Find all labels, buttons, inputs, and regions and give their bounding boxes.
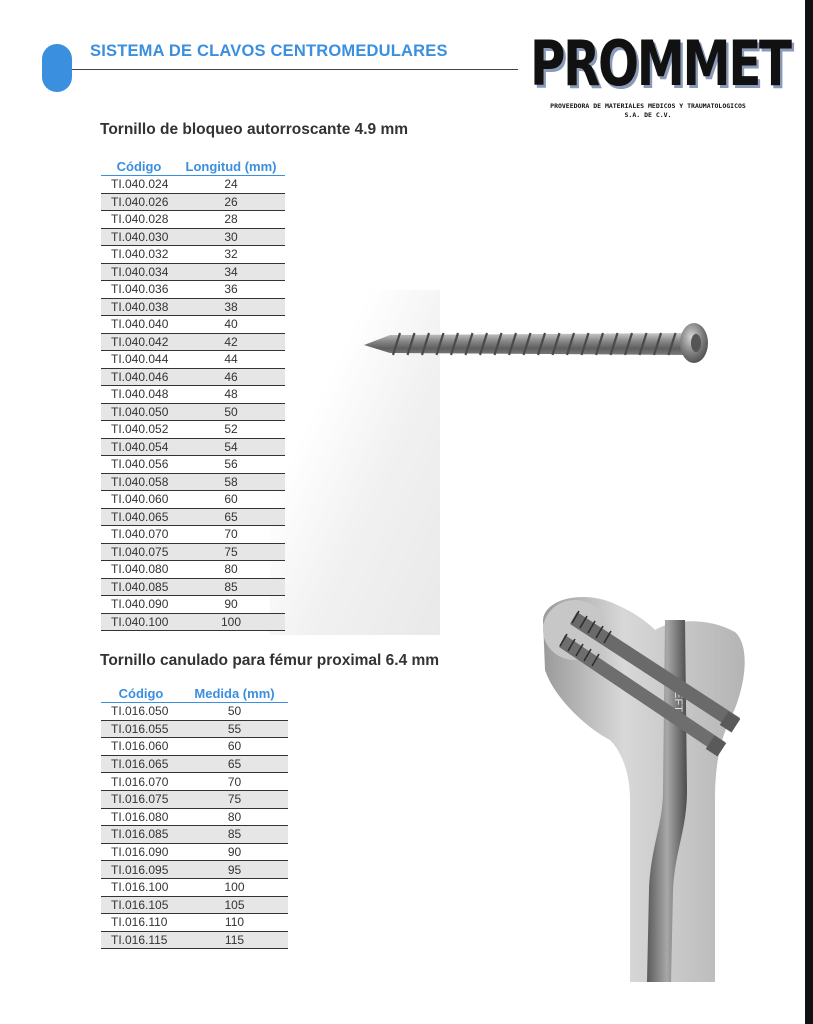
product-code: TI.016.055 (101, 720, 181, 738)
xray-side-marking: LEFT (672, 685, 684, 712)
product-code: TI.016.095 (101, 861, 181, 879)
product-code: TI.040.032 (101, 246, 177, 264)
product-size: 75 (177, 543, 285, 561)
product-code: TI.016.080 (101, 808, 181, 826)
product-size: 70 (177, 526, 285, 544)
table-row (101, 421, 285, 439)
product-code: TI.040.026 (101, 193, 177, 211)
table-row (101, 613, 285, 631)
product-code: TI.016.090 (101, 843, 181, 861)
product-code: TI.040.100 (101, 613, 177, 631)
product-size: 60 (181, 738, 288, 756)
product-size: 85 (177, 578, 285, 596)
product-code: TI.016.085 (101, 826, 181, 844)
table-row (101, 703, 288, 721)
product-code: TI.040.042 (101, 333, 177, 351)
product-code: TI.040.065 (101, 508, 177, 526)
product-code: TI.040.090 (101, 596, 177, 614)
product-size: 50 (181, 703, 288, 721)
table-row (101, 773, 288, 791)
section2-title: Tornillo canulado para fémur proximal 6.4 mm (100, 652, 440, 669)
product-code: TI.040.085 (101, 578, 177, 596)
product-size: 70 (181, 773, 288, 791)
product-size: 32 (177, 246, 285, 264)
table-row (101, 211, 285, 229)
table-row (101, 878, 288, 896)
product-code: TI.016.110 (101, 914, 181, 932)
product-size: 80 (177, 561, 285, 579)
product-code: TI.016.060 (101, 738, 181, 756)
table-row (101, 543, 285, 561)
product-size: 58 (177, 473, 285, 491)
product-size: 56 (177, 456, 285, 474)
product-code: TI.040.070 (101, 526, 177, 544)
product-code: TI.040.024 (101, 176, 177, 194)
product-size: 34 (177, 263, 285, 281)
product-code: TI.016.105 (101, 896, 181, 914)
product-code: TI.040.046 (101, 368, 177, 386)
table-row (101, 368, 285, 386)
header-accent-pill (42, 44, 72, 92)
table-row (101, 843, 288, 861)
product-size: 30 (177, 228, 285, 246)
page-title: SISTEMA DE CLAVOS CENTROMEDULARES (90, 42, 448, 60)
table-row (101, 228, 285, 246)
table-row (101, 738, 288, 756)
table-row (101, 298, 285, 316)
product-size: 90 (177, 596, 285, 614)
table-row (101, 438, 285, 456)
product-code: TI.016.065 (101, 755, 181, 773)
product-size: 90 (181, 843, 288, 861)
table-row (101, 333, 285, 351)
product-size: 75 (181, 790, 288, 808)
table-row (101, 914, 288, 932)
table-row (101, 526, 285, 544)
table-row (101, 263, 285, 281)
product-size: 50 (177, 403, 285, 421)
product-size: 54 (177, 438, 285, 456)
table-row (101, 473, 285, 491)
product-code: TI.016.115 (101, 931, 181, 949)
product-size: 24 (177, 176, 285, 194)
product-code: TI.040.038 (101, 298, 177, 316)
product-size: 48 (177, 386, 285, 404)
product-size: 80 (181, 808, 288, 826)
product-size: 38 (177, 298, 285, 316)
product-size: 100 (177, 613, 285, 631)
product-size: 36 (177, 281, 285, 299)
brand-tagline-line1: PROVEEDORA DE MATERIALES MEDICOS Y TRAUMATOLOGICOS (550, 102, 746, 110)
product-code: TI.016.100 (101, 878, 181, 896)
product-size: 65 (177, 508, 285, 526)
product-size: 46 (177, 368, 285, 386)
product-code: TI.040.080 (101, 561, 177, 579)
product-code: TI.040.030 (101, 228, 177, 246)
product-size: 55 (181, 720, 288, 738)
table-row (101, 896, 288, 914)
table-row (101, 826, 288, 844)
column-header-size: Medida (mm) (181, 686, 288, 703)
brand-tagline-line2: S.A. DE C.V. (624, 111, 672, 119)
table-row (101, 176, 285, 194)
product-size: 115 (181, 931, 288, 949)
table-row (101, 596, 285, 614)
table-row (101, 561, 285, 579)
table-row (101, 508, 285, 526)
product-size: 40 (177, 316, 285, 334)
product-code: TI.040.036 (101, 281, 177, 299)
column-header-code: Código (101, 159, 177, 176)
product-code: TI.040.054 (101, 438, 177, 456)
product-size: 110 (181, 914, 288, 932)
cannulated-screw-table (101, 686, 288, 949)
table-row (101, 403, 285, 421)
table-row (101, 720, 288, 738)
product-size: 100 (181, 878, 288, 896)
brand-name: PROMMET (530, 27, 790, 100)
table-row (101, 246, 285, 264)
product-size: 28 (177, 211, 285, 229)
product-code: TI.040.050 (101, 403, 177, 421)
product-size: 65 (181, 755, 288, 773)
table-row (101, 351, 285, 369)
product-code: TI.040.056 (101, 456, 177, 474)
prommet-logo (530, 27, 790, 120)
table-row (101, 578, 285, 596)
product-code: TI.040.060 (101, 491, 177, 509)
product-code: TI.040.052 (101, 421, 177, 439)
column-header-length: Longitud (mm) (177, 159, 285, 176)
product-code: TI.040.048 (101, 386, 177, 404)
page-edge (805, 0, 813, 1024)
table-row (101, 931, 288, 949)
product-code: TI.040.044 (101, 351, 177, 369)
product-code: TI.016.050 (101, 703, 181, 721)
product-code: TI.040.075 (101, 543, 177, 561)
table-row (101, 808, 288, 826)
table-row (101, 861, 288, 879)
table-row (101, 193, 285, 211)
product-code: TI.040.034 (101, 263, 177, 281)
product-code: TI.040.028 (101, 211, 177, 229)
product-size: 52 (177, 421, 285, 439)
product-size: 105 (181, 896, 288, 914)
product-size: 95 (181, 861, 288, 879)
product-size: 60 (177, 491, 285, 509)
column-header-code: Código (101, 686, 181, 703)
product-size: 85 (181, 826, 288, 844)
product-code: TI.040.040 (101, 316, 177, 334)
product-size: 44 (177, 351, 285, 369)
brand-tagline (538, 102, 758, 120)
table-row (101, 790, 288, 808)
table-row (101, 755, 288, 773)
product-code: TI.040.058 (101, 473, 177, 491)
product-size: 26 (177, 193, 285, 211)
section1-title: Tornillo de bloqueo autorroscante 4.9 mm (100, 121, 409, 138)
locking-screw-image (360, 318, 712, 366)
table-row (101, 386, 285, 404)
locking-screw-table (101, 159, 285, 631)
header-divider (72, 69, 518, 70)
table-row (101, 456, 285, 474)
table-row (101, 281, 285, 299)
table-row (101, 491, 285, 509)
femur-xray-image (535, 590, 760, 982)
product-code: TI.016.075 (101, 790, 181, 808)
table-row (101, 316, 285, 334)
product-size: 42 (177, 333, 285, 351)
product-code: TI.016.070 (101, 773, 181, 791)
